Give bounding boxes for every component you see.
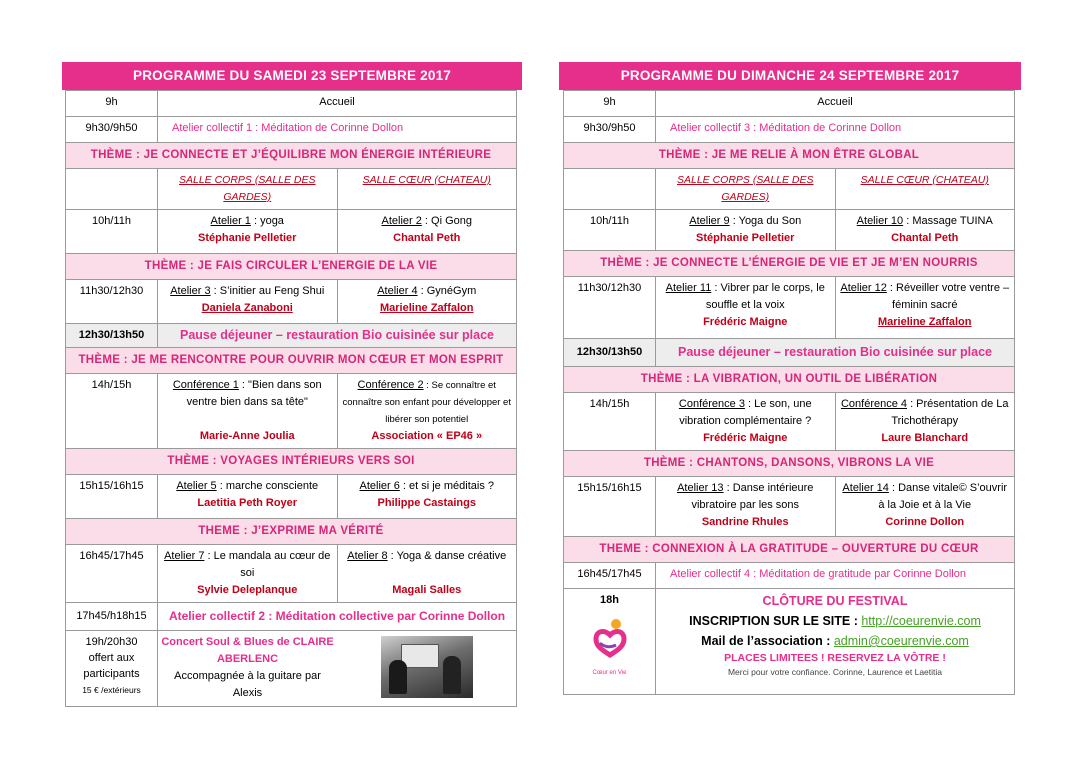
- session-cell: [835, 210, 1015, 251]
- session-label: Atelier 12: [840, 282, 887, 294]
- time-cell: 11h30/12h30: [66, 280, 158, 324]
- thanks-note: Merci pour votre confiance. Corinne, Laurence et Laetitia: [727, 667, 943, 677]
- time-cell: 18h: [600, 594, 619, 606]
- concert-photo: [381, 636, 473, 698]
- mail-line: [659, 631, 1011, 651]
- table-row: [66, 169, 517, 210]
- inscription-label: INSCRIPTION SUR LE SITE :: [689, 614, 862, 628]
- session-text: : Danse intérieure vibratoire par les sons: [691, 482, 814, 511]
- empty-cell: [564, 169, 656, 210]
- session-label: Atelier 2: [381, 215, 422, 227]
- table-row: [66, 143, 517, 169]
- session-cell: [337, 475, 517, 519]
- time-cell: 9h30/9h50: [66, 117, 158, 143]
- session-cell: [835, 477, 1015, 537]
- time-cell: 12h30/13h50: [66, 324, 158, 348]
- mail-link[interactable]: admin@coeurenvie.com: [833, 634, 969, 648]
- session-label: Conférence 2: [357, 379, 424, 391]
- session-label: Atelier 4: [377, 285, 418, 297]
- speaker-name: Magali Salles: [392, 584, 462, 596]
- welcome-cell: Accueil: [656, 91, 1015, 117]
- lunch-break-cell: Pause déjeuner – restauration Bio cuisinée sur place: [656, 339, 1015, 367]
- time-cell: 16h45/17h45: [564, 563, 656, 589]
- sunday-title: PROGRAMME DU DIMANCHE 24 SEPTEMBRE 2017: [559, 62, 1021, 90]
- table-row: [564, 251, 1015, 277]
- table-row: [66, 324, 517, 348]
- session-text: : Vibrer par le corps, le souffle et la voix: [705, 282, 825, 311]
- speaker-name: Marieline Zaffalon: [379, 302, 474, 314]
- session-cell: [337, 280, 517, 324]
- table-row: [564, 563, 1015, 589]
- session-label: Atelier 3: [170, 285, 211, 297]
- speaker-name: Laetitia Peth Royer: [197, 497, 298, 509]
- table-row: [66, 210, 517, 254]
- time-cell: 10h/11h: [66, 210, 158, 254]
- session-cell: [656, 210, 836, 251]
- session-text: : Se connaître et connaître son enfant pour développer et libérer son potentiel: [342, 380, 511, 425]
- session-text: : Le son, une vibration complémentaire ?: [679, 398, 812, 427]
- time-cell: 17h45/h18h15: [66, 603, 158, 631]
- table-row: [66, 374, 517, 449]
- session-text: : Yoga & danse créative: [387, 550, 507, 562]
- speaker-name: Philippe Castaings: [377, 497, 476, 509]
- site-link[interactable]: http://coeurenvie.com: [861, 614, 981, 628]
- speaker-name: Laure Blanchard: [881, 432, 969, 444]
- heart-figure-icon: [590, 617, 630, 663]
- table-row: [66, 254, 517, 280]
- saturday-schedule-table: [65, 90, 517, 707]
- concert-cell: [158, 631, 338, 707]
- closing-time-cell: [564, 589, 656, 695]
- session-label: Atelier 9: [689, 215, 730, 227]
- session-cell: [158, 475, 338, 519]
- table-row: [66, 475, 517, 519]
- session-cell: [158, 280, 338, 324]
- room-label: [337, 169, 517, 210]
- time-cell: 14h/15h: [564, 393, 656, 451]
- session-cell: [656, 277, 836, 339]
- speaker-name: Association « EP46 »: [371, 430, 483, 442]
- table-row: [66, 603, 517, 631]
- session-cell: [656, 393, 836, 451]
- session-cell: [337, 374, 517, 449]
- collective-workshop-cell: Atelier collectif 4 : Méditation de gratitude par Corinne Dollon: [656, 563, 1015, 589]
- theme-header: THÈME : JE ME RENCONTRE POUR OUVRIR MON CŒUR ET MON ESPRIT: [66, 348, 517, 374]
- table-row: [564, 589, 1015, 695]
- room-coeur-label: SALLE CŒUR (CHATEAU): [860, 174, 989, 186]
- session-cell: [158, 545, 338, 603]
- collective-workshop-cell: Atelier collectif 3 : Méditation de Corinne Dollon: [656, 117, 1015, 143]
- lunch-break-cell: Pause déjeuner – restauration Bio cuisinée sur place: [158, 324, 517, 348]
- photo-person-shape: [443, 656, 461, 694]
- mail-label: Mail de l’association :: [701, 634, 834, 648]
- session-label: Atelier 7: [164, 550, 205, 562]
- session-cell: [656, 477, 836, 537]
- room-label: [158, 169, 338, 210]
- room-corps-label: SALLE CORPS (SALLE DES GARDES): [676, 174, 814, 203]
- logo-text: Cœur en Vie: [592, 670, 627, 676]
- time-cell: 15h15/16h15: [66, 475, 158, 519]
- table-row: [66, 91, 517, 117]
- coeur-en-vie-logo: [590, 617, 630, 677]
- time-cell: 9h: [66, 91, 158, 117]
- session-text: : Le mandala au cœur de soi: [204, 550, 331, 579]
- closing-title: CLÔTURE DU FESTIVAL: [762, 594, 908, 608]
- speaker-name: Sylvie Deleplanque: [197, 584, 298, 596]
- table-row: [66, 545, 517, 603]
- theme-header: THÈME : JE ME RELIE À MON ÊTRE GLOBAL: [564, 143, 1015, 169]
- session-cell: [337, 545, 517, 603]
- session-label: Atelier 10: [856, 215, 904, 227]
- session-text: : GynéGym: [417, 285, 477, 297]
- theme-header: THÈME : CHANTONS, DANSONS, VIBRONS LA VIE: [564, 451, 1015, 477]
- concert-time: 19h/20h30: [85, 636, 138, 648]
- table-row: [564, 451, 1015, 477]
- session-text: : Massage TUINA: [903, 215, 993, 227]
- room-corps-label: SALLE CORPS (SALLE DES GARDES): [178, 174, 316, 203]
- speaker-name: Corinne Dollon: [885, 516, 965, 528]
- collective-workshop-cell: Atelier collectif 1 : Méditation de Corinne Dollon: [158, 117, 517, 143]
- table-row: [564, 339, 1015, 367]
- session-text: : Danse vitale© S’ouvrir à la Joie et à la Vie: [878, 482, 1008, 511]
- session-label: Conférence 3: [678, 398, 745, 410]
- table-row: [564, 537, 1015, 563]
- session-label: Conférence 4: [840, 398, 908, 410]
- table-row: [66, 117, 517, 143]
- sunday-schedule-table: [563, 90, 1015, 695]
- time-cell: 14h/15h: [66, 374, 158, 449]
- session-label: Atelier 8: [347, 550, 388, 562]
- time-cell: 11h30/12h30: [564, 277, 656, 339]
- closing-cell: [656, 589, 1015, 695]
- theme-header: THEME : CONNEXION À LA GRATITUDE – OUVERTURE DU CŒUR: [564, 537, 1015, 563]
- theme-header: THÈME : LA VIBRATION, UN OUTIL DE LIBÉRATION: [564, 367, 1015, 393]
- table-row: [66, 519, 517, 545]
- session-label: Atelier 1: [210, 215, 251, 227]
- saturday-programme: [62, 62, 522, 707]
- inscription-line: [659, 611, 1011, 631]
- session-cell: [835, 277, 1015, 339]
- theme-header: THÈME : VOYAGES INTÉRIEURS VERS SOI: [66, 449, 517, 475]
- concert-accompaniment: Accompagnée à la guitare par Alexis: [174, 670, 321, 699]
- time-cell: 10h/11h: [564, 210, 656, 251]
- session-text: : Présentation de La Trichothérapy: [891, 398, 1009, 427]
- session-cell: [158, 210, 338, 254]
- theme-header: THEME : J’EXPRIME MA VÉRITÉ: [66, 519, 517, 545]
- speaker-name: Marieline Zaffalon: [877, 316, 972, 328]
- theme-header: THÈME : JE CONNECTE ET J’ÉQUILIBRE MON ÉNERGIE INTÉRIEURE: [66, 143, 517, 169]
- saturday-title: PROGRAMME DU SAMEDI 23 SEPTEMBRE 2017: [62, 62, 522, 90]
- session-text: : Qi Gong: [421, 215, 472, 227]
- session-text: : et si je méditais ?: [399, 480, 494, 492]
- session-label: Atelier 11: [665, 282, 712, 294]
- theme-header: THÈME : JE FAIS CIRCULER L’ENERGIE DE LA VIE: [66, 254, 517, 280]
- session-label: Atelier 5: [176, 480, 217, 492]
- session-cell: [337, 210, 517, 254]
- speaker-name: Chantal Peth: [393, 232, 461, 244]
- session-cell: [158, 374, 338, 449]
- room-label: [835, 169, 1015, 210]
- session-text: : yoga: [250, 215, 284, 227]
- concert-free-note: offert aux participants: [83, 652, 140, 680]
- table-row: [564, 393, 1015, 451]
- concert-photo-cell: [337, 631, 517, 707]
- table-row: [564, 477, 1015, 537]
- table-row: [66, 280, 517, 324]
- table-row: [564, 277, 1015, 339]
- session-label: Atelier 6: [359, 480, 400, 492]
- table-row: [564, 367, 1015, 393]
- session-text: : Yoga du Son: [729, 215, 802, 227]
- table-row: [66, 348, 517, 374]
- concert-title: Concert Soul & Blues de CLAIRE ABERLENC: [161, 636, 334, 665]
- speaker-name: Marie-Anne Joulia: [199, 430, 295, 442]
- table-row: [66, 449, 517, 475]
- speaker-name: Sandrine Rhules: [701, 516, 789, 528]
- photo-person-shape: [389, 660, 407, 694]
- sunday-programme: [559, 62, 1021, 695]
- welcome-cell: Accueil: [158, 91, 517, 117]
- table-row: [564, 143, 1015, 169]
- room-label: [656, 169, 836, 210]
- speaker-name: Frédéric Maigne: [703, 432, 788, 444]
- speaker-name: Daniela Zanaboni: [201, 302, 293, 314]
- concert-price: 15 € /extérieurs: [82, 685, 141, 695]
- table-row: [564, 210, 1015, 251]
- table-row: [564, 91, 1015, 117]
- time-cell: [66, 631, 158, 707]
- table-row: [66, 631, 517, 707]
- time-cell: 16h45/17h45: [66, 545, 158, 603]
- collective-workshop-cell: Atelier collectif 2 : Méditation collective par Corinne Dollon: [158, 603, 517, 631]
- speaker-name: Stéphanie Pelletier: [198, 232, 297, 244]
- time-cell: 9h: [564, 91, 656, 117]
- session-cell: [835, 393, 1015, 451]
- session-label: Atelier 14: [842, 482, 889, 494]
- session-text: : S’initier au Feng Shui: [210, 285, 325, 297]
- speaker-name: Chantal Peth: [891, 232, 959, 244]
- time-cell: 9h30/9h50: [564, 117, 656, 143]
- time-cell: 15h15/16h15: [564, 477, 656, 537]
- time-cell: 12h30/13h50: [564, 339, 656, 367]
- speaker-name: Stéphanie Pelletier: [696, 232, 795, 244]
- session-label: Conférence 1: [172, 379, 239, 391]
- speaker-name: Frédéric Maigne: [703, 316, 788, 328]
- theme-header: THÈME : JE CONNECTE L’ÉNERGIE DE VIE ET JE M’EN NOURRIS: [564, 251, 1015, 277]
- session-text: : "Bien dans son ventre bien dans sa tête": [186, 379, 322, 408]
- empty-cell: [66, 169, 158, 210]
- session-label: Atelier 13: [677, 482, 724, 494]
- room-coeur-label: SALLE CŒUR (CHATEAU): [362, 174, 491, 186]
- table-row: [564, 117, 1015, 143]
- session-text: : marche consciente: [216, 480, 319, 492]
- table-row: [564, 169, 1015, 210]
- session-text: : Réveiller votre ventre – féminin sacré: [886, 282, 1010, 311]
- places-limited-note: PLACES LIMITEES ! RESERVEZ LA VÔTRE !: [724, 652, 946, 664]
